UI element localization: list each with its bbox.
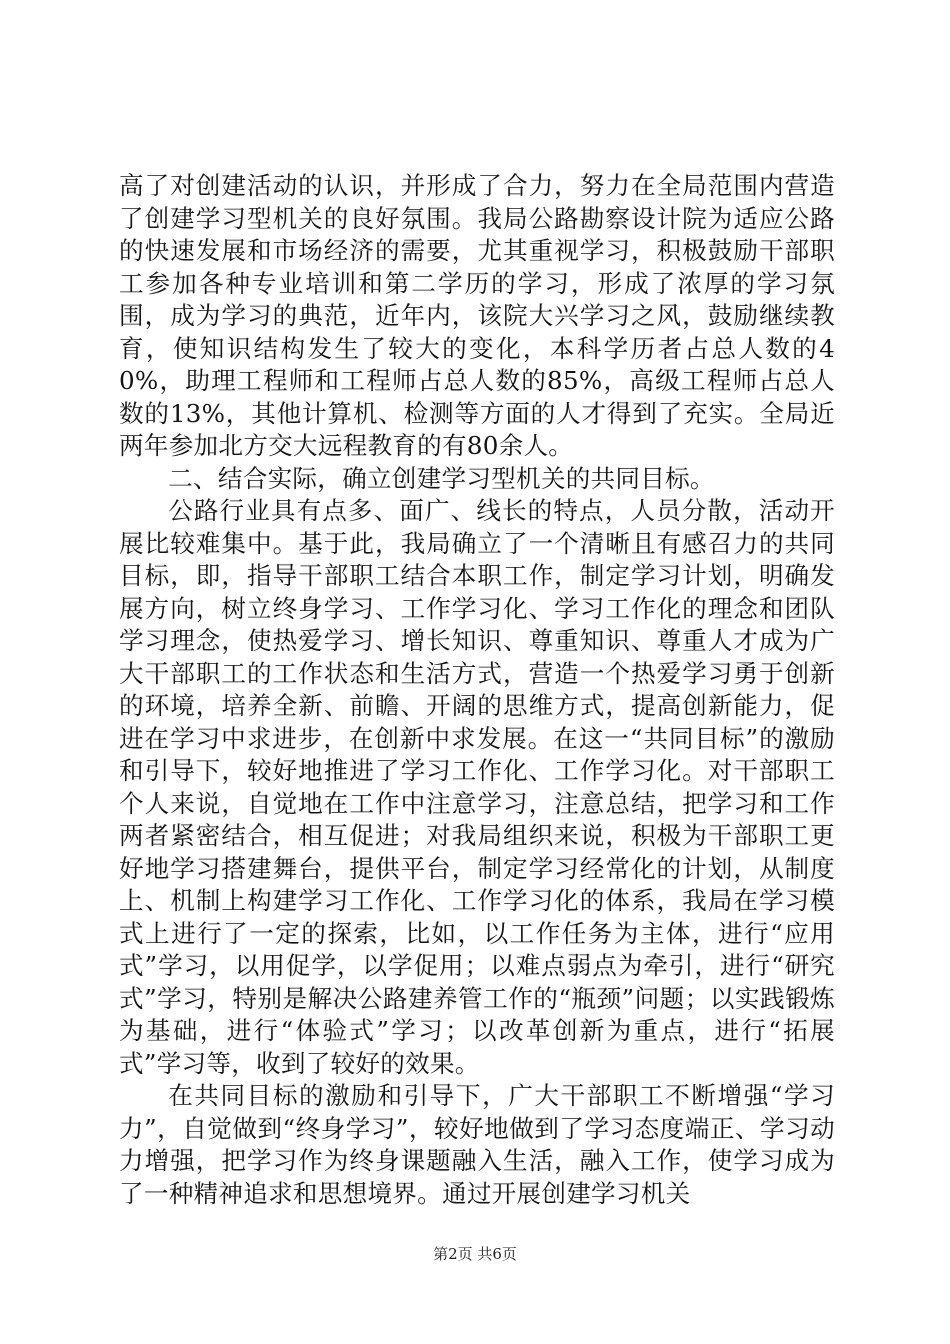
paragraph-continuation: 高了对创建活动的认识，并形成了合力，努力在全局范围内营造了创建学习型机关的良好氛围。我局公路勘察设计院为适应公路的快速发展和市场经济的需要，尤其重视学习，积极鼓励干部职工参加各种专业培训和第二学历的学习，形成了浓厚的学习氛围，成为学习的典范，近年内，该院大兴学习之风，鼓励继续教育，使知识结构发生了较大的变化，本科学历者占总人数的40%，助理工程师和工程师占总人数的85%，高级工程师占总人数的13%，其他计算机、检测等方面的人才得到了充实。全局近两年参加北方交大远程教育的有80余人。	[119, 171, 835, 460]
paragraph-body: 公路行业具有点多、面广、线长的特点，人员分散，活动开展比较难集中。基于此，我局确立了一个清晰且有感召力的共同目标，即，指导干部职工结合本职工作，制定学习计划，明确发展方向，树立终身学习、工作学习化、学习工作化的理念和团队学习理念，使热爱学习、增长知识、尊重知识、尊重人才成为广大干部职工的工作状态和生活方式，营造一个热爱学习勇于创新的环境，培养全新、前瞻、开阔的思维方式，提高创新能力，促进在学习中求进步，在创新中求发展。在这一“共同目标”的激励和引导下，较好地推进了学习工作化、工作学习化。对干部职工个人来说，自觉地在工作中注意学习，注意总结，把学习和工作两者紧密结合，相互促进；对我局组织来说，积极为干部职工更好地学习搭建舞台，提供平台，制定学习经常化的计划，从制度上、机制上构建学习工作化、工作学习化的体系，我局在学习模式上进行了一定的探索，比如，以工作任务为主体，进行“应用式”学习，以用促学，以学促用；以难点弱点为牵引，进行“研究式”学习，特别是解决公路建养管工作的“瓶颈”问题；以实践锻炼为基础，进行“体验式”学习；以改革创新为重点，进行“拓展式”学习等，收到了较好的效果。	[119, 496, 835, 1078]
section-heading: 二、结合实际，确立创建学习型机关的共同目标。	[168, 463, 715, 493]
document-body	[119, 170, 835, 1210]
paragraph-body: 在共同目标的激励和引导下，广大干部职工不断增强“学习力”，自觉做到“终身学习”，较好地做到了学习态度端正、学习动力增强，把学习作为终身课题融入生活，融入工作，使学习成为了一种精神追求和思想境界。通过开展创建学习机关	[119, 1081, 835, 1208]
page-number-footer: 第2页 共6页	[433, 1245, 517, 1263]
